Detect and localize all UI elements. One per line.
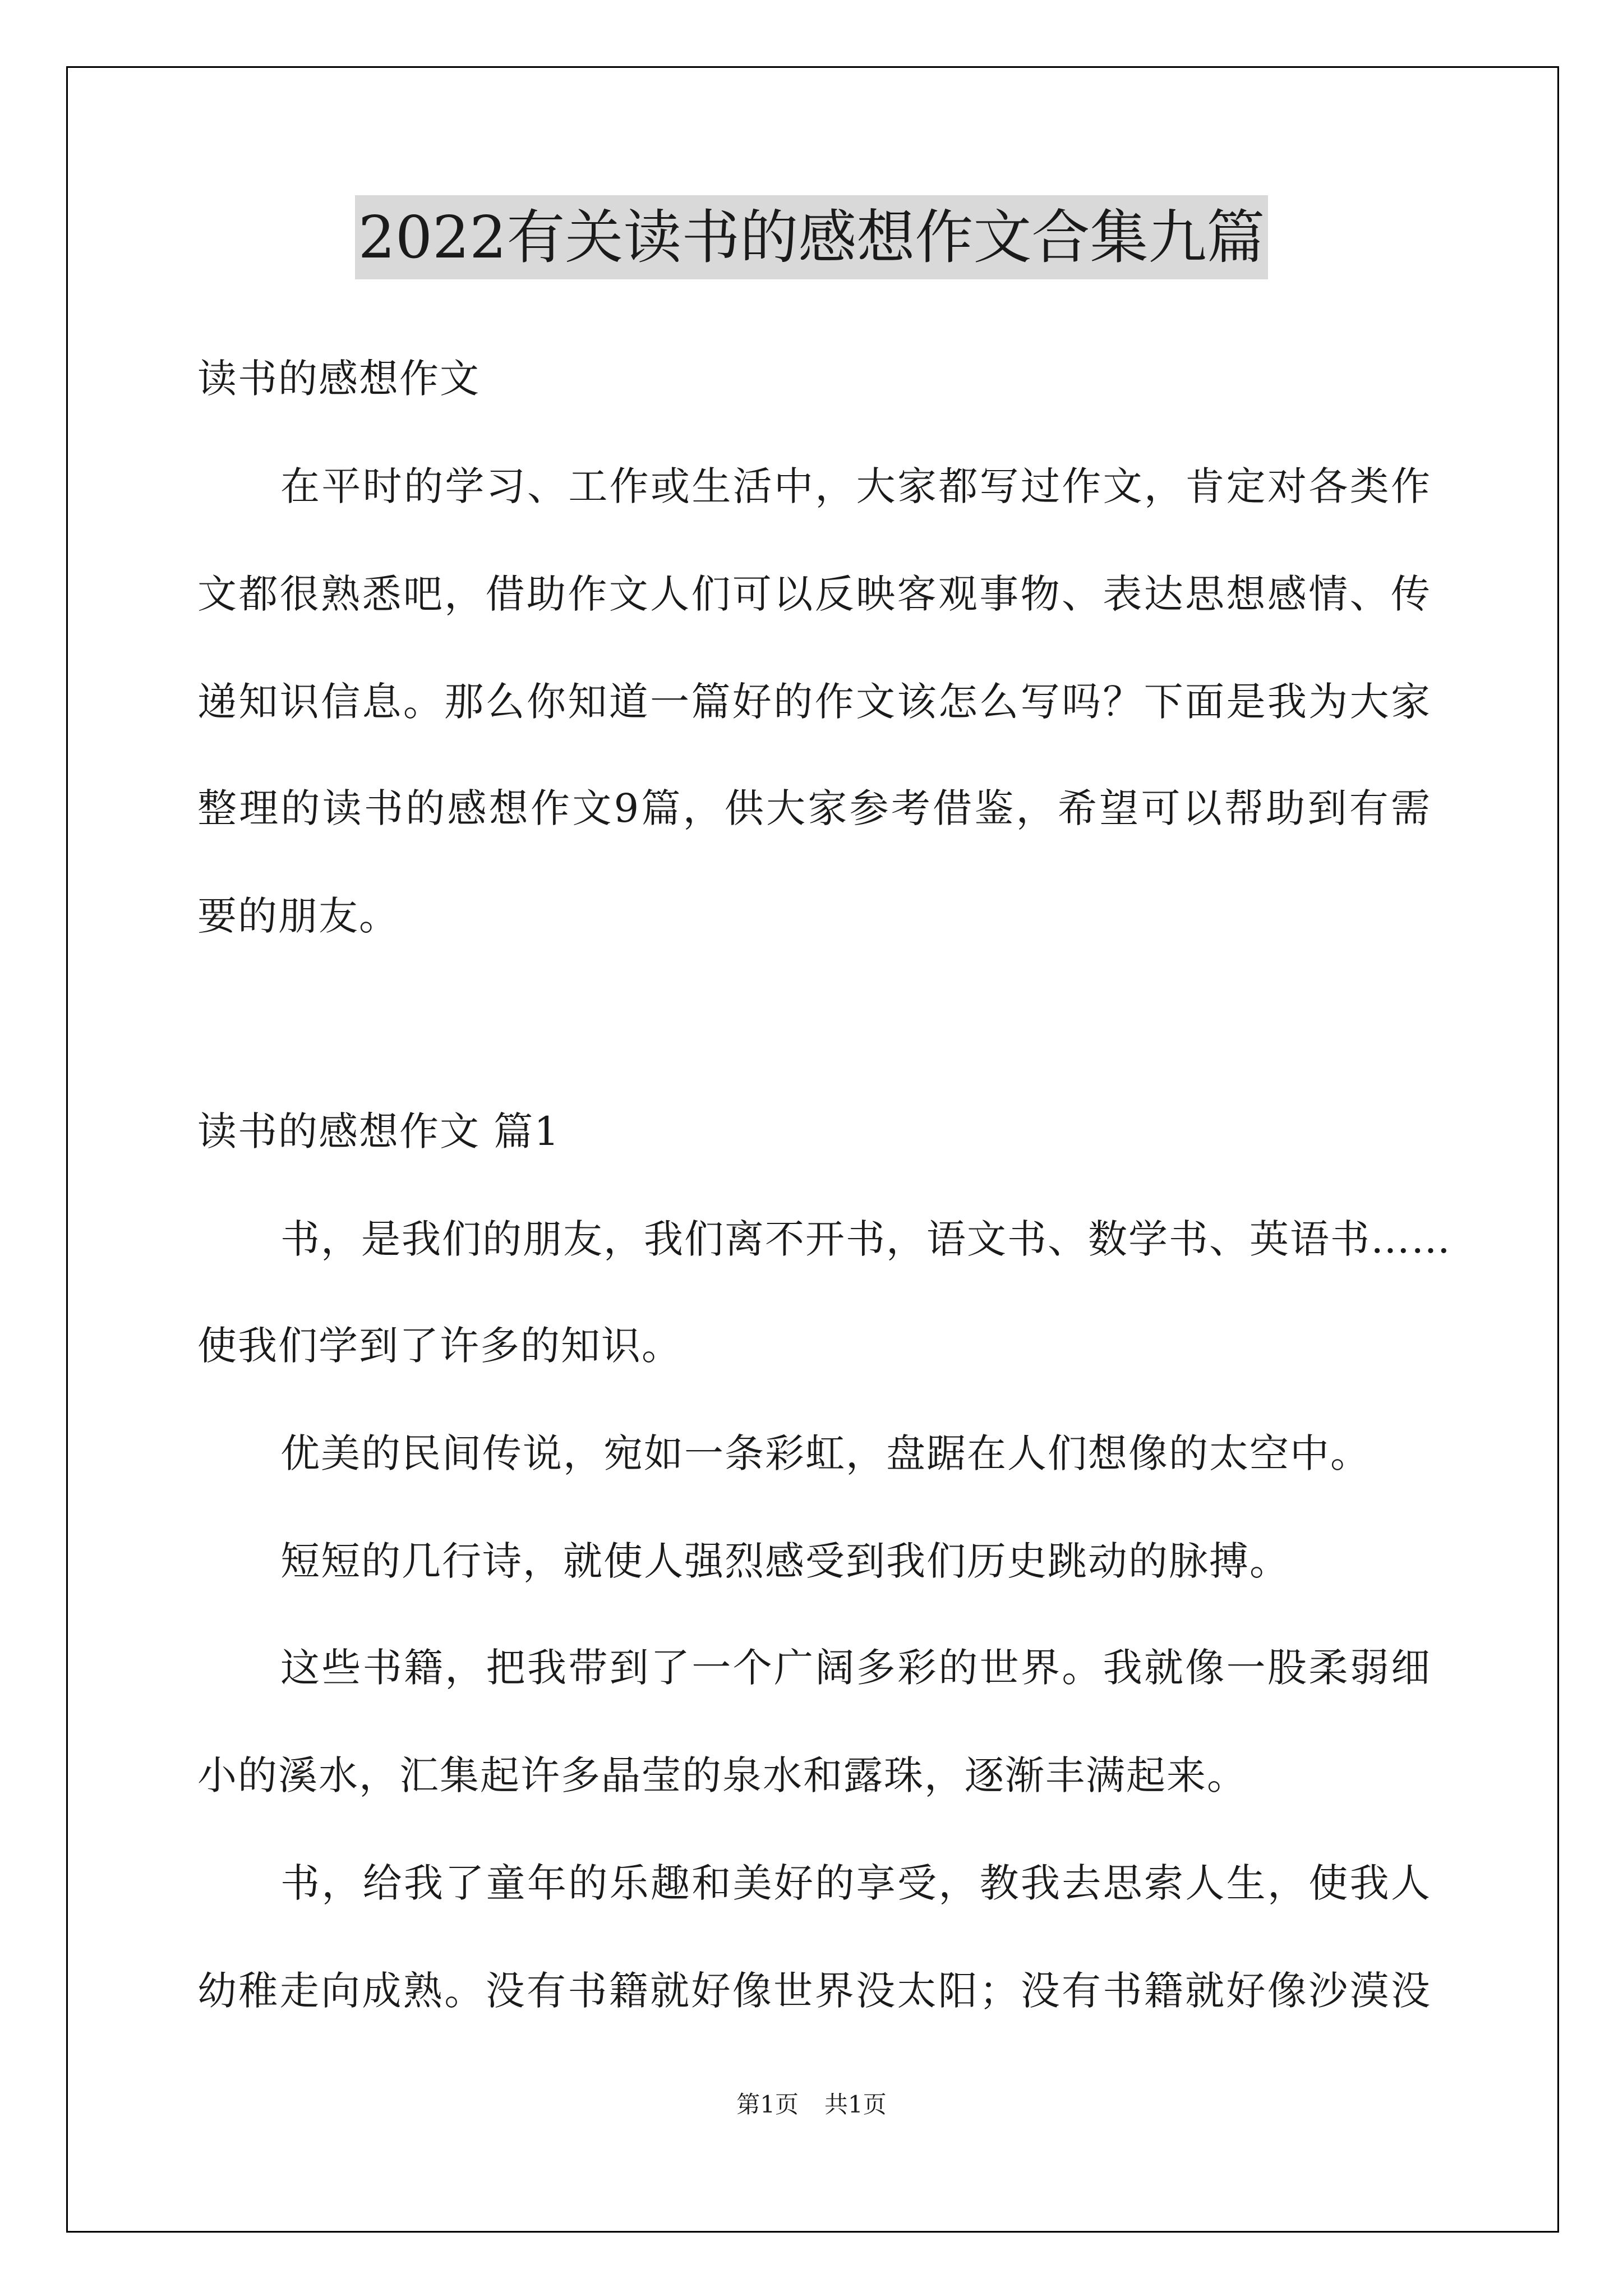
section-paragraph-line: 书，给我了童年的乐趣和美好的享受，教我去思索人生，使我人 bbox=[280, 1860, 1431, 1906]
section-paragraph-line: 小的溪水，汇集起许多晶莹的泉水和露珠，逐渐丰满起来。 bbox=[197, 1752, 1247, 1798]
intro-paragraph-line: 要的朋友。 bbox=[197, 893, 399, 939]
section-paragraph-line: 优美的民间传说，宛如一条彩虹，盘踞在人们想像的太空中。 bbox=[280, 1430, 1371, 1476]
section-paragraph-line: 这些书籍，把我带到了一个广阔多彩的世界。我就像一股柔弱细 bbox=[280, 1645, 1431, 1691]
section-paragraph-line: 短短的几行诗，就使人强烈感受到我们历史跳动的脉搏。 bbox=[280, 1538, 1290, 1584]
page-footer bbox=[0, 2088, 1623, 2122]
page-number: 第1页 bbox=[736, 2091, 799, 2118]
title-container bbox=[0, 195, 1623, 279]
intro-paragraph-line: 整理的读书的感想作文9篇，供大家参考借鉴，希望可以帮助到有需 bbox=[197, 785, 1431, 831]
intro-paragraph-line: 文都很熟悉吧，借助作文人们可以反映客观事物、表达思想感情、传 bbox=[197, 571, 1431, 617]
page-total: 共1页 bbox=[824, 2091, 887, 2118]
section-heading: 读书的感想作文 篇1 bbox=[197, 1108, 560, 1154]
section-paragraph-line: 使我们学到了许多的知识。 bbox=[197, 1323, 682, 1369]
intro-paragraph-line: 在平时的学习、工作或生活中，大家都写过作文，肯定对各类作 bbox=[280, 463, 1431, 509]
section-paragraph-line: 书，是我们的朋友，我们离不开书，语文书、数学书、英语书…… bbox=[280, 1216, 1451, 1262]
intro-paragraph-line: 递知识信息。那么你知道一篇好的作文该怎么写吗？下面是我为大家 bbox=[197, 679, 1431, 725]
section-paragraph-line: 幼稚走向成熟。没有书籍就好像世界没太阳；没有书籍就好像沙漠没 bbox=[197, 1968, 1431, 2014]
document-title: 2022有关读书的感想作文合集九篇 bbox=[355, 195, 1269, 279]
intro-heading: 读书的感想作文 bbox=[197, 356, 480, 402]
